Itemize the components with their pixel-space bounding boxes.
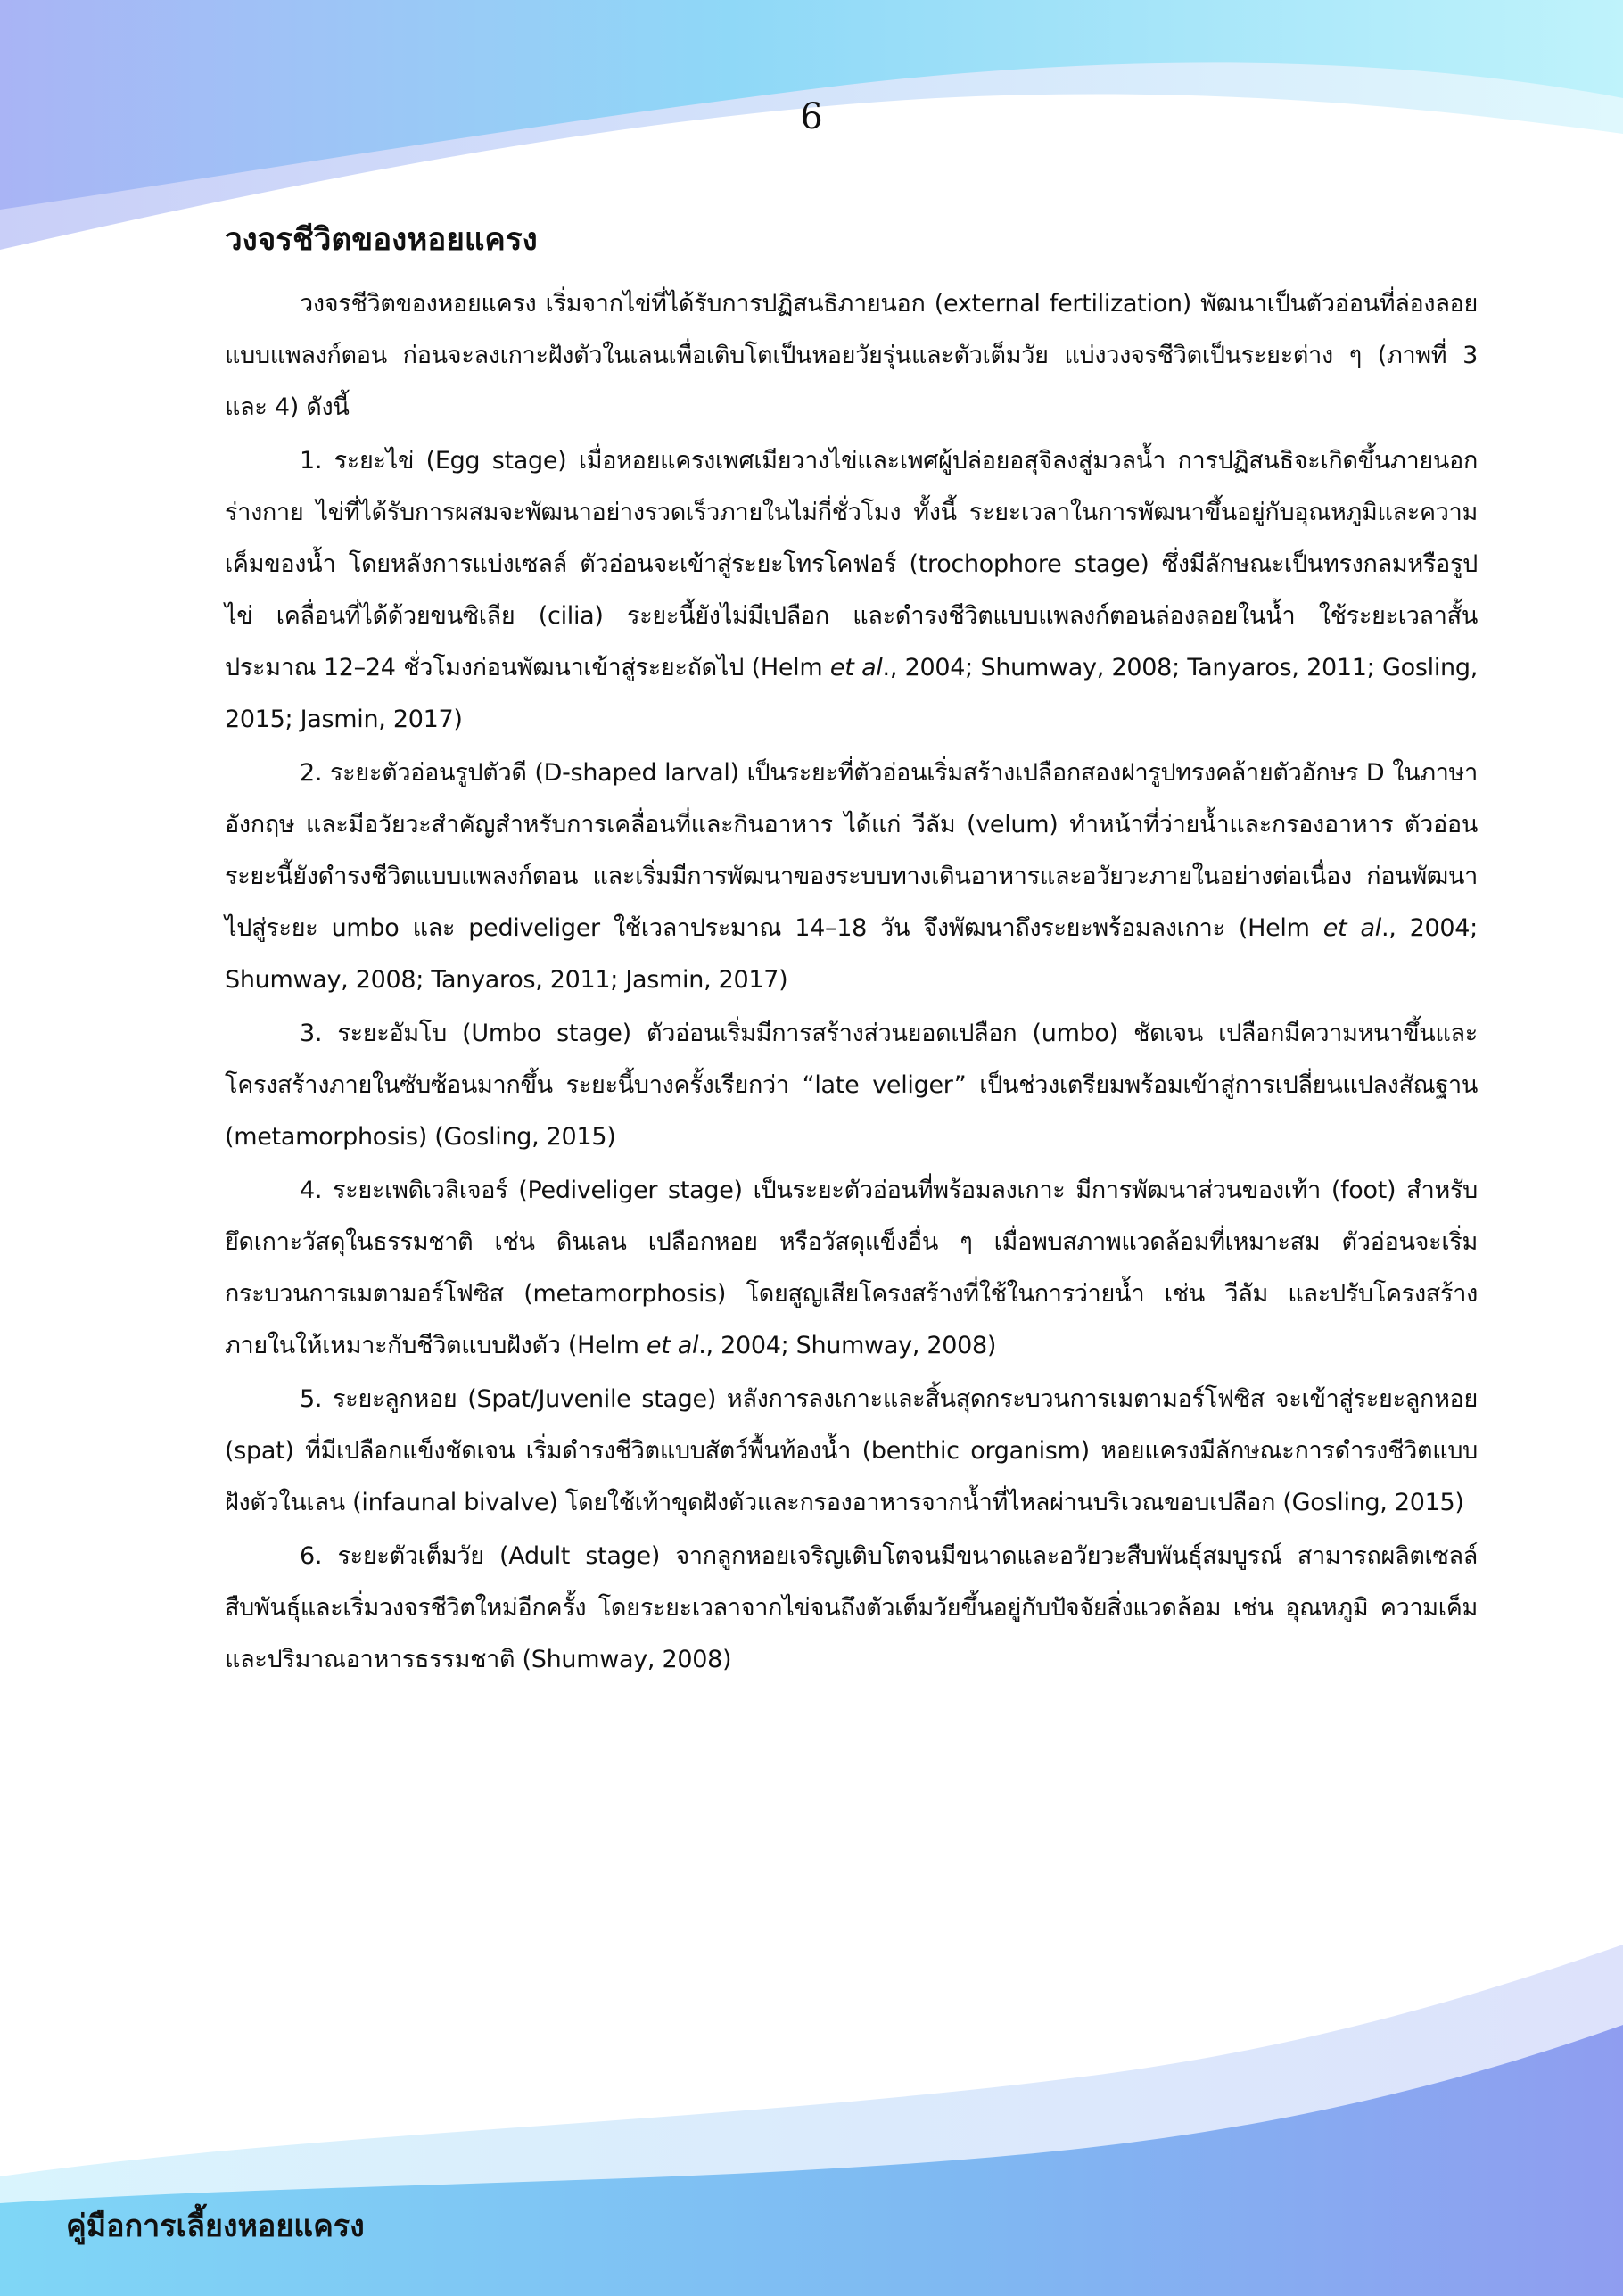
stage-5-paragraph [225,1374,1478,1529]
stage-2-paragraph [225,747,1478,1006]
stage-6-text: 6. ระยะตัวเต็มวัย (Adult stage) จากลูกหอยเจริญเติบโตจนมีขนาดและอวัยวะสืบพันธุ์สมบูรณ์ สามารถผลิตเซลล์สืบพันธุ์และเริ่มวงจรชีวิตใหม่อีกครั้ง โดยระยะเวลาจากไข่จนถึงตัวเต็มวัยขึ้นอยู่กับปัจจัยสิ่งแวดล้อม เช่น อุณหภูมิ ความเค็ม และปริมาณอาหารธรรมชาติ (Shumway, 2008) [225,1542,1478,1673]
footer-book-title: คู่มือการเลี้ยงหอยแครง [66,2209,365,2244]
stage-1-text: 1. ระยะไข่ (Egg stage) เมื่อหอยแครงเพศเมียวางไข่และเพศผู้ปล่อยอสุจิลงสู่มวลน้ำ การปฏิสนธิจะเกิดขึ้นภายนอกร่างกาย ไข่ที่ได้รับการผสมจะพัฒนาอย่างรวดเร็วภายในไม่กี่ชั่วโมง ทั้งนี้ ระยะเวลาในการพัฒนาขึ้นอยู่กับอุณหภูมิและความเค็มของน้ำ โดยหลังการแบ่งเซลล์ ตัวอ่อนจะเข้าสู่ระยะโทรโคฟอร์ (trochophore stage) ซึ่งมีลักษณะเป็นทรงกลมหรือรูปไข่ เคลื่อนที่ได้ด้วยขนซิเลีย (cilia) ระยะนี้ยังไม่มีเปลือก และดำรงชีวิตแบบแพลงก์ตอนล่องลอยในน้ำ ใช้ระยะเวลาสั้นประมาณ 12–24 ชั่วโมงก่อนพัฒนาเข้าสู่ระยะถัดไป (Helm [225,447,1478,681]
section-title: วงจรชีวิตของหอยแครง [225,222,538,258]
stage-6-paragraph [225,1531,1478,1686]
stage-2-text: 2. ระยะตัวอ่อนรูปตัวดี (D-shaped larval) เป็นระยะที่ตัวอ่อนเริ่มสร้างเปลือกสองฝารูปทรงคล้ายตัวอักษร D ในภาษาอังกฤษ และมีอวัยวะสำคัญสำหรับการเคลื่อนที่และกินอาหาร ได้แก่ วีลัม (velum) ทำหน้าที่ว่ายน้ำและกรองอาหาร ตัวอ่อนระยะนี้ยังดำรงชีวิตแบบแพลงก์ตอน และเริ่มมีการพัฒนาของระบบทางเดินอาหารและอวัยวะภายในอย่างต่อเนื่อง ก่อนพัฒนาไปสู่ระยะ umbo และ pediveliger ใช้เวลาประมาณ 14–18 วัน จึงพัฒนาถึงระยะพร้อมลงเกาะ (Helm [225,759,1478,942]
stage-2-et-al: et al [1322,914,1381,942]
stage-4-paragraph [225,1165,1478,1372]
intro-paragraph: วงจรชีวิตของหอยแครง เริ่มจากไข่ที่ได้รับการปฏิสนธิภายนอก (external fertilization) พัฒนาเป็นตัวอ่อนที่ล่องลอยแบบแพลงก์ตอน ก่อนจะลงเกาะฝังตัวในเลนเพื่อเติบโตเป็นหอยวัยรุ่นและตัวเต็มวัย แบ่งวงจรชีวิตเป็นระยะต่าง ๆ (ภาพที่ 3 และ 4) ดังนี้ [225,290,1478,421]
stage-1-paragraph [225,435,1478,746]
stage-2-citation: ., 2004; Shumway, 2008; Tanyaros, 2011; Jasmin, 2017) [225,914,1478,994]
stage-3-text: 3. ระยะอัมโบ (Umbo stage) ตัวอ่อนเริ่มมีการสร้างส่วนยอดเปลือก (umbo) ชัดเจน เปลือกมีความหนาขึ้นและโครงสร้างภายในซับซ้อนมากขึ้น ระยะนี้บางครั้งเรียกว่า “late veliger” เป็นช่วงเตรียมพร้อมเข้าสู่การเปลี่ยนแปลงสัณฐาน (metamorphosis) (Gosling, 2015) [225,1020,1478,1151]
stage-4-et-al: et al [646,1332,699,1359]
page-number: 6 [800,96,823,137]
stage-5-text: 5. ระยะลูกหอย (Spat/Juvenile stage) หลังการลงเกาะและสิ้นสุดกระบวนการเมตามอร์โฟซิส จะเข้าสู่ระยะลูกหอย (spat) ที่มีเปลือกแข็งชัดเจน เริ่มดำรงชีวิตแบบสัตว์พื้นท้องน้ำ (benthic organism) หอยแครงมีลักษณะการดำรงชีวิตแบบฝังตัวในเลน (infaunal bivalve) โดยใช้เท้าขุดฝังตัวและกรองอาหารจากน้ำที่ไหลผ่านบริเวณขอบเปลือก (Gosling, 2015) [225,1385,1478,1516]
stage-3-paragraph [225,1008,1478,1163]
stage-1-citation: ., 2004; Shumway, 2008; Tanyaros, 2011; Gosling, 2015; Jasmin, 2017) [225,654,1478,733]
stage-4-text: 4. ระยะเพดิเวลิเจอร์ (Pediveliger stage) เป็นระยะตัวอ่อนที่พร้อมลงเกาะ มีการพัฒนาส่วนของเท้า (foot) สำหรับยึดเกาะวัสดุในธรรมชาติ เช่น ดินเลน เปลือกหอย หรือวัสดุแข็งอื่น ๆ เมื่อพบสภาพแวดล้อมที่เหมาะสม ตัวอ่อนจะเริ่มกระบวนการเมตามอร์โฟซิส (metamorphosis) โดยสูญเสียโครงสร้างที่ใช้ในการว่ายน้ำ เช่น วีลัม และปรับโครงสร้างภายในให้เหมาะกับชีวิตแบบฝังตัว (Helm [225,1177,1478,1359]
stage-1-et-al: et al [829,654,883,681]
stage-4-citation: ., 2004; Shumway, 2008) [698,1332,997,1359]
main-content [225,214,1478,1688]
